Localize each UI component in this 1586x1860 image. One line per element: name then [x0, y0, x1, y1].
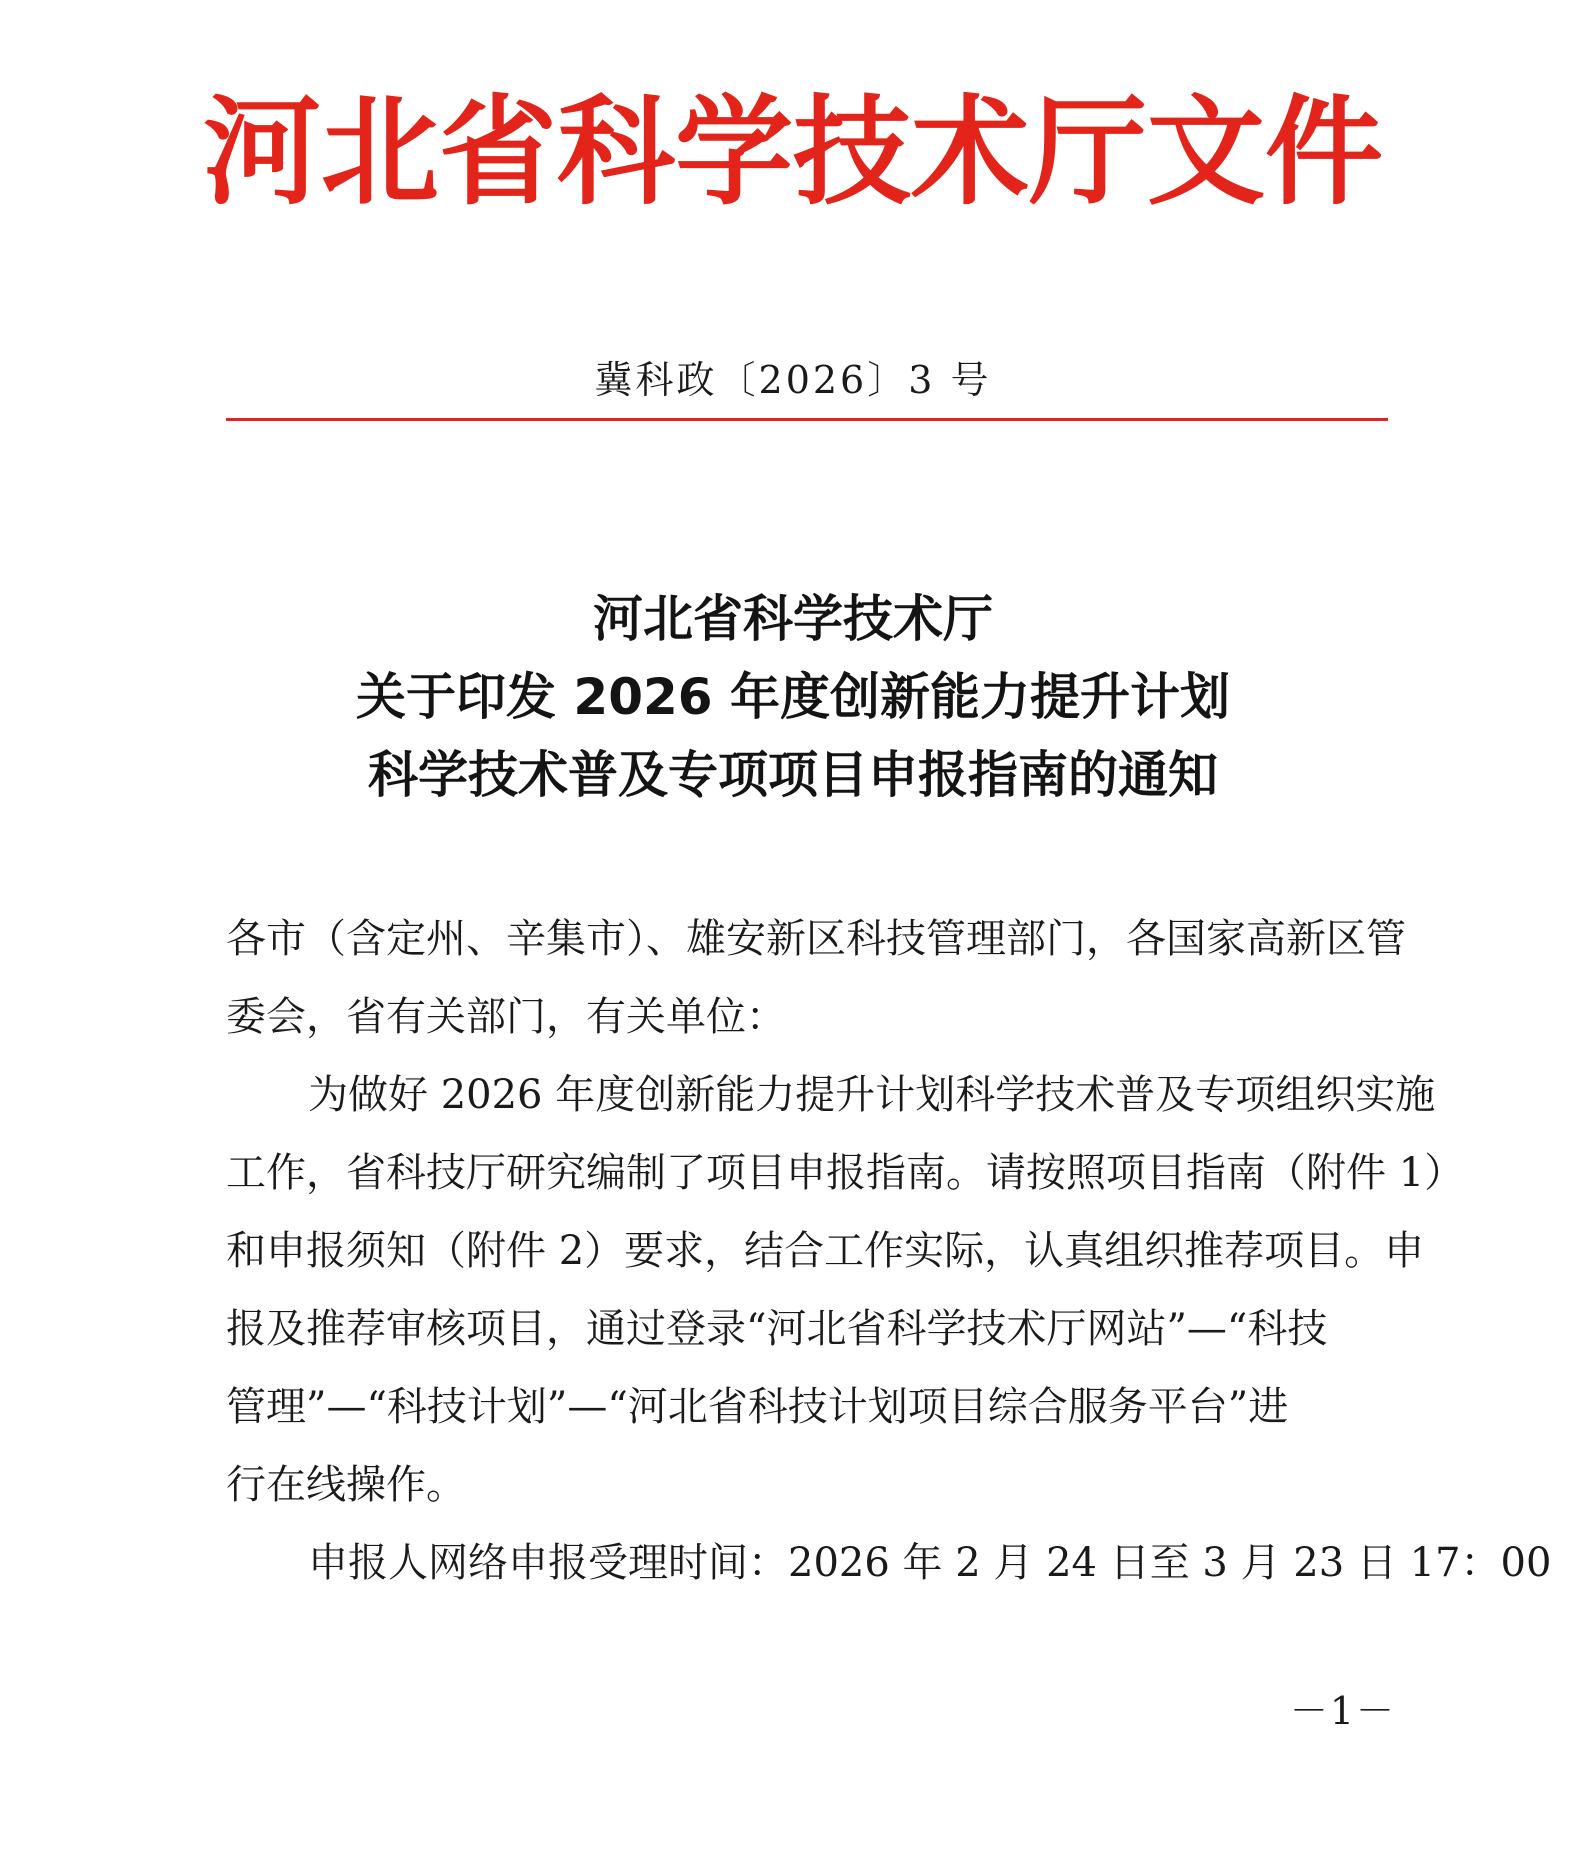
paragraph-1-line-3: 和申报须知（附件 2）要求，结合工作实际，认真组织推荐项目。申	[226, 1228, 1425, 1274]
page-number: －1－	[1289, 1689, 1396, 1733]
paragraph-1-line-1: 为做好 2026 年度创新能力提升计划科学技术普及专项组织实施	[308, 1072, 1436, 1118]
paragraph-2-line-1: 申报人网络申报受理时间：2026 年 2 月 24 日至 3 月 23 日 17：00	[308, 1540, 1552, 1586]
addressee-line-1: 各市（含定州、辛集市）、雄安新区科技管理部门，各国家高新区管	[226, 916, 1406, 962]
title-line-2: 关于印发 2026 年度创新能力提升计划	[356, 668, 1230, 726]
notice-title	[0, 580, 1586, 814]
masthead-title: 河北省科学技术厅文件	[202, 83, 1383, 221]
paragraph-1-line-4: 报及推荐审核项目，通过登录“河北省科学技术厅网站”—“科技	[226, 1306, 1328, 1352]
red-divider-line	[226, 418, 1388, 421]
paragraph-1-line-6: 行在线操作。	[226, 1462, 466, 1508]
paragraph-1-line-5: 管理”—“科技计划”—“河北省科技计划项目综合服务平台”进	[226, 1384, 1289, 1430]
notice-body	[226, 900, 1552, 1602]
paragraph-1-line-2: 工作，省科技厅研究编制了项目申报指南。请按照项目指南（附件 1）	[226, 1150, 1465, 1196]
document-number: 冀科政〔2026〕3 号	[594, 358, 992, 402]
title-line-1: 河北省科学技术厅	[593, 590, 993, 648]
title-line-3: 科学技术普及专项项目申报指南的通知	[368, 746, 1218, 804]
addressee-line-2: 委会，省有关部门，有关单位：	[226, 994, 786, 1040]
